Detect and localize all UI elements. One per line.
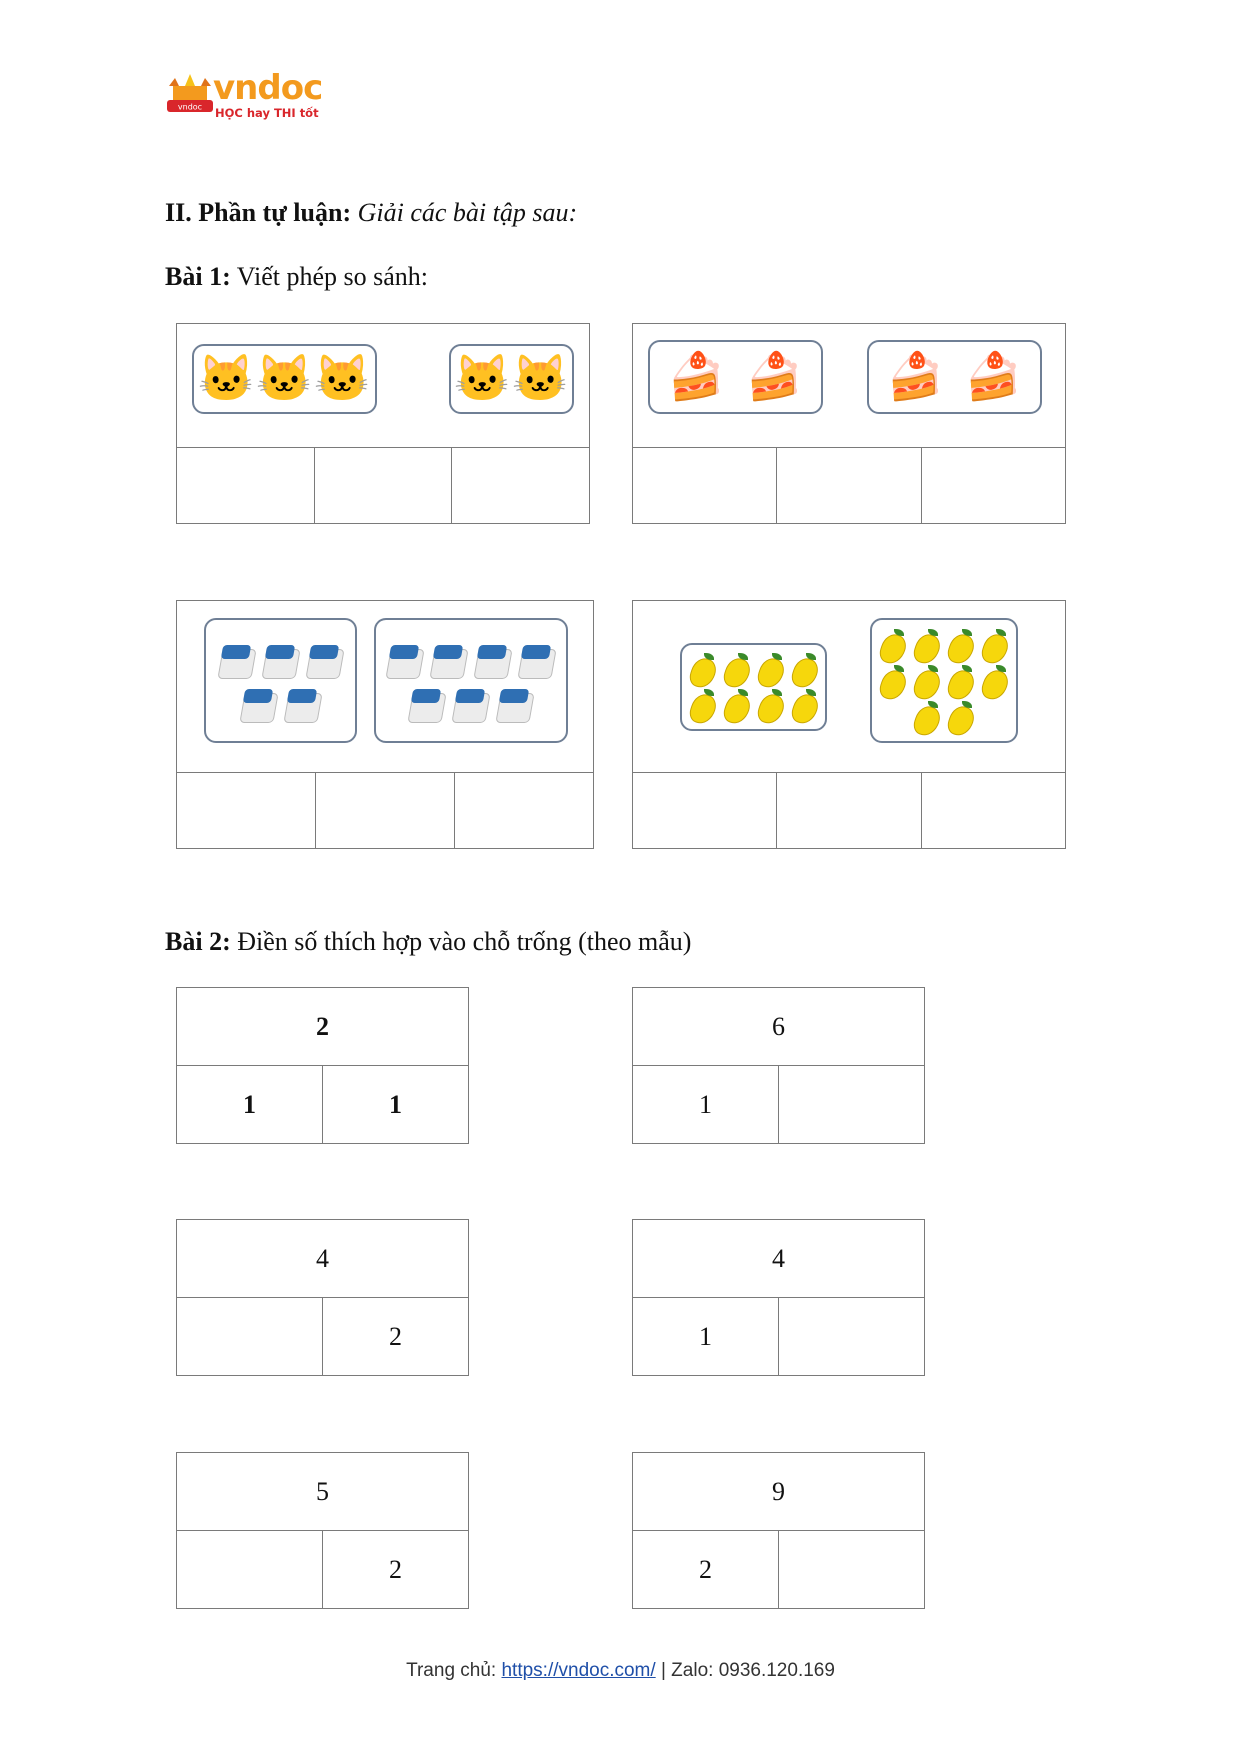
number-bond-5 [176, 1452, 469, 1609]
bond-whole: 9 [633, 1453, 924, 1531]
bond-whole: 6 [633, 988, 924, 1066]
eraser-icon [452, 685, 490, 721]
cake-icon: 🍰 [745, 351, 804, 402]
section-title: II. Phần tự luận: [165, 198, 352, 227]
exercise-2-label: Bài 2: [165, 927, 231, 956]
bond-part-right: 1 [322, 1066, 468, 1143]
answer-cell[interactable] [776, 773, 920, 848]
bond-part-right: 2 [322, 1298, 468, 1375]
mango-icon [912, 628, 942, 662]
footer-zalo: Zalo: 0936.120.169 [671, 1660, 835, 1681]
answer-cell[interactable] [314, 448, 452, 523]
answer-cell[interactable] [921, 773, 1065, 848]
answer-row-2 [632, 448, 1066, 524]
answer-cell[interactable] [454, 773, 593, 848]
number-bond-example [176, 987, 469, 1144]
logo-tagline: HỌC hay THI tốt [215, 106, 319, 120]
cake-icon: 🍰 [886, 351, 945, 402]
cat-icon: 🐱 [511, 353, 570, 404]
bond-whole: 5 [177, 1453, 468, 1531]
exercise-1-heading [165, 262, 428, 292]
mango-icon [756, 688, 786, 722]
castle-logo-icon [165, 72, 215, 118]
answer-cell[interactable] [776, 448, 920, 523]
cat-group-right [449, 344, 574, 414]
answer-cell[interactable] [451, 448, 589, 523]
cake-group-right [867, 340, 1042, 414]
eraser-icon [408, 685, 446, 721]
mango-icon [688, 688, 718, 722]
mango-icon [980, 664, 1010, 698]
eraser-icon [284, 685, 322, 721]
mango-group-right [870, 618, 1018, 743]
page-footer [0, 1660, 1241, 1682]
cake-group-left [648, 340, 823, 414]
bond-part-right: 2 [322, 1531, 468, 1608]
eraser-icon [496, 685, 534, 721]
footer-separator: | [660, 1660, 666, 1681]
bond-part-left: 1 [699, 1321, 712, 1351]
number-bond-4 [632, 1219, 925, 1376]
mango-icon [946, 700, 976, 734]
mango-icon [912, 664, 942, 698]
exercise-1-label: Bài 1: [165, 262, 231, 291]
bond-part-left-blank[interactable] [177, 1531, 322, 1608]
logo-badge-text: vndoc [177, 102, 203, 112]
exercise-1-text: Viết phép so sánh: [236, 262, 429, 291]
answer-cell[interactable] [177, 773, 315, 848]
compare-panel-erasers [176, 600, 594, 773]
section-heading [165, 198, 577, 228]
bond-part-right-blank[interactable] [778, 1066, 924, 1143]
bond-part-right-blank[interactable] [778, 1298, 924, 1375]
eraser-icon [474, 641, 512, 677]
cat-group-left [192, 344, 377, 414]
compare-panel-mangoes [632, 600, 1066, 773]
bond-whole: 2 [177, 988, 468, 1066]
cake-icon: 🍰 [667, 351, 726, 402]
mango-icon [756, 652, 786, 686]
mango-icon [790, 652, 820, 686]
number-bond-3 [176, 1219, 469, 1376]
mango-icon [878, 628, 908, 662]
mango-icon [878, 664, 908, 698]
answer-cell[interactable] [177, 448, 314, 523]
answer-cell[interactable] [633, 773, 776, 848]
mango-icon [722, 652, 752, 686]
mango-group-left [680, 643, 827, 731]
mango-icon [688, 652, 718, 686]
compare-panel-cats [176, 323, 590, 448]
bond-part-left: 1 [699, 1089, 712, 1119]
cat-icon: 🐱 [255, 353, 314, 404]
eraser-icon [518, 641, 556, 677]
mango-icon [946, 664, 976, 698]
eraser-icon [218, 641, 256, 677]
cat-icon: 🐱 [313, 353, 372, 404]
eraser-icon [240, 685, 278, 721]
answer-cell[interactable] [633, 448, 776, 523]
cake-icon: 🍰 [964, 351, 1023, 402]
answer-cell[interactable] [315, 773, 454, 848]
cat-icon: 🐱 [453, 353, 512, 404]
footer-prefix: Trang chủ: [406, 1660, 497, 1681]
bond-part-right-blank[interactable] [778, 1531, 924, 1608]
mango-icon [790, 688, 820, 722]
eraser-icon [306, 641, 344, 677]
logo-brand: vndoc [213, 68, 323, 108]
eraser-group-left [204, 618, 357, 743]
mango-icon [912, 700, 942, 734]
answer-row-4 [632, 773, 1066, 849]
eraser-icon [430, 641, 468, 677]
bond-whole: 4 [633, 1220, 924, 1298]
compare-panel-cakes [632, 323, 1066, 448]
mango-icon [722, 688, 752, 722]
answer-row-1 [176, 448, 590, 524]
eraser-icon [262, 641, 300, 677]
bond-part-left: 1 [243, 1089, 256, 1119]
vndoc-logo[interactable] [165, 70, 325, 125]
answer-cell[interactable] [921, 448, 1065, 523]
cat-icon: 🐱 [197, 353, 256, 404]
eraser-group-right [374, 618, 568, 743]
number-bond-6 [632, 1452, 925, 1609]
mango-icon [980, 628, 1010, 662]
bond-part-left-blank[interactable] [177, 1298, 322, 1375]
answer-row-3 [176, 773, 594, 849]
bond-part-left: 2 [699, 1554, 712, 1584]
bond-whole: 4 [177, 1220, 468, 1298]
exercise-2-heading [165, 927, 691, 957]
eraser-icon [386, 641, 424, 677]
footer-homepage-link[interactable]: https://vndoc.com/ [501, 1660, 656, 1681]
number-bond-2 [632, 987, 925, 1144]
section-instruction: Giải các bài tập sau: [357, 198, 578, 227]
mango-icon [946, 628, 976, 662]
exercise-2-text: Điền số thích hợp vào chỗ trống (theo mẫu) [237, 927, 692, 956]
